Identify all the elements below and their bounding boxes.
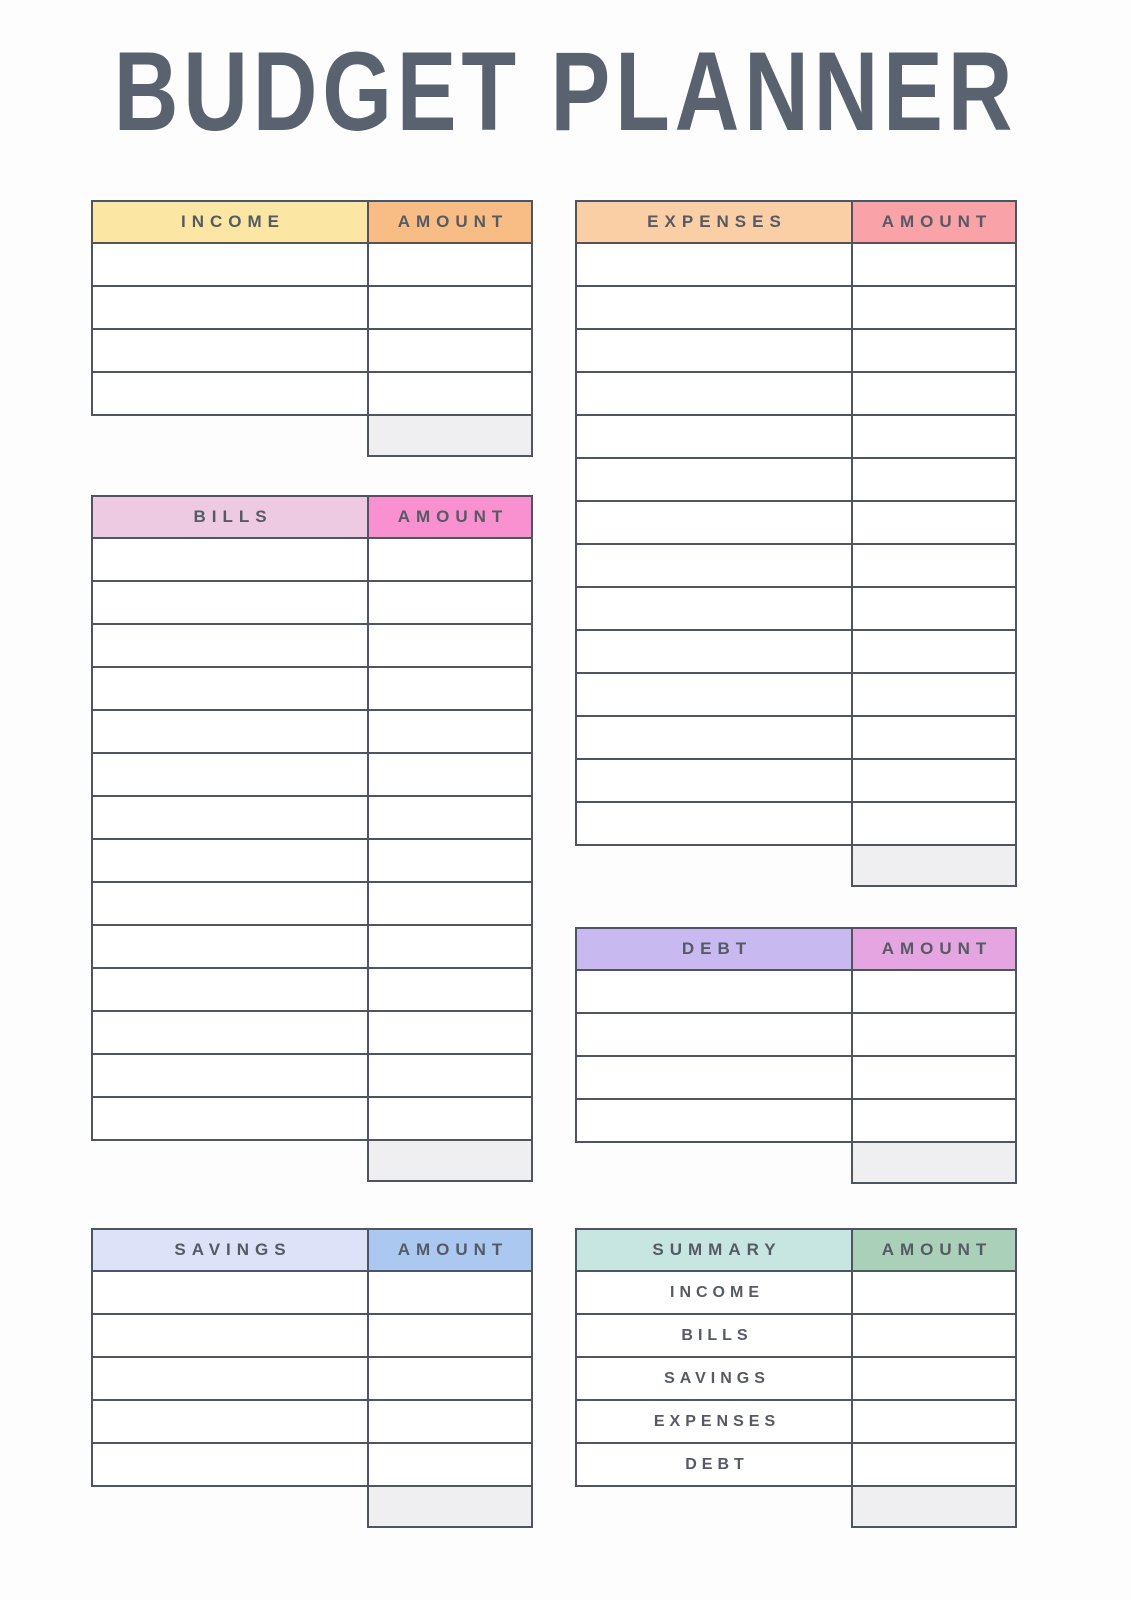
summary-row-label: EXPENSES (653, 1412, 781, 1430)
expenses-row (577, 631, 1015, 674)
expenses-amount-cell (853, 588, 1015, 629)
savings-amount-cell (369, 1272, 531, 1313)
summary-row (577, 1315, 1015, 1358)
summary-amount-cell (853, 1444, 1015, 1485)
bills-item-cell (93, 754, 369, 795)
expenses-row (577, 459, 1015, 502)
expenses-row (577, 674, 1015, 717)
expenses-amount-cell (853, 803, 1015, 844)
expenses-item-cell (577, 287, 853, 328)
bills-item-cell (93, 582, 369, 623)
savings-total-cell (367, 1485, 533, 1528)
bills-header-label: BILLS (193, 507, 273, 526)
expenses-item-cell (577, 674, 853, 715)
savings-amount-cell (369, 1401, 531, 1442)
expenses-amount-header-cell (853, 202, 1015, 242)
summary-total-cell (851, 1485, 1017, 1528)
income-header-cell (93, 202, 369, 242)
debt-amount-cell (853, 971, 1015, 1012)
bills-header-cell (93, 497, 369, 537)
bills-amount-cell (369, 668, 531, 709)
page-title: BUDGET PLANNER (113, 29, 1018, 154)
summary-amount-header-label: AMOUNT (881, 1240, 993, 1259)
expenses-total-row (575, 844, 1017, 887)
income-header-label: INCOME (181, 212, 285, 231)
expenses-item-cell (577, 803, 853, 844)
summary-total-row (575, 1485, 1017, 1528)
bills-item-cell (93, 625, 369, 666)
bills-amount-header-cell (369, 497, 531, 537)
savings-row (93, 1315, 531, 1358)
bills-row (93, 539, 531, 582)
expenses-amount-cell (853, 416, 1015, 457)
expenses-item-cell (577, 760, 853, 801)
expenses-row (577, 502, 1015, 545)
bills-item-cell (93, 668, 369, 709)
expenses-amount-cell (853, 717, 1015, 758)
expenses-amount-cell (853, 545, 1015, 586)
expenses-row (577, 244, 1015, 287)
summary-item-cell (577, 1358, 853, 1399)
income-item-cell (93, 287, 369, 328)
debt-total-row (575, 1141, 1017, 1184)
bills-row (93, 582, 531, 625)
expenses-amount-cell (853, 502, 1015, 543)
summary-amount-cell (853, 1272, 1015, 1313)
expenses-amount-header-label: AMOUNT (881, 212, 993, 231)
bills-total-row (91, 1139, 533, 1182)
debt-amount-header-label: AMOUNT (881, 939, 993, 958)
summary-amount-cell (853, 1358, 1015, 1399)
bills-row (93, 711, 531, 754)
income-amount-header-label: AMOUNT (397, 212, 509, 231)
bills-row (93, 1012, 531, 1055)
expenses-row (577, 717, 1015, 760)
expenses-item-cell (577, 373, 853, 414)
summary-item-cell (577, 1315, 853, 1356)
savings-item-cell (93, 1272, 369, 1313)
summary-header-label: SUMMARY (652, 1240, 782, 1259)
bills-row (93, 969, 531, 1012)
savings-row (93, 1401, 531, 1444)
debt-item-cell (577, 1014, 853, 1055)
savings-header-label: SAVINGS (174, 1240, 292, 1259)
bills-item-cell (93, 883, 369, 924)
summary-row-label: DEBT (685, 1455, 749, 1473)
summary-row (577, 1358, 1015, 1401)
expenses-amount-cell (853, 459, 1015, 500)
debt-item-cell (577, 1057, 853, 1098)
savings-row (93, 1272, 531, 1315)
expenses-amount-cell (853, 631, 1015, 672)
expenses-header-row (577, 202, 1015, 244)
bills-row (93, 754, 531, 797)
bills-amount-cell (369, 539, 531, 580)
bills-amount-cell (369, 1098, 531, 1139)
spacer (575, 887, 1017, 927)
expenses-item-cell (577, 459, 853, 500)
bills-item-cell (93, 969, 369, 1010)
bills-amount-cell (369, 625, 531, 666)
expenses-amount-cell (853, 330, 1015, 371)
summary-row-label: INCOME (670, 1283, 764, 1301)
bills-amount-cell (369, 840, 531, 881)
debt-header-row (577, 929, 1015, 971)
savings-total-row (91, 1485, 533, 1528)
bills-amount-cell (369, 1012, 531, 1053)
summary-row-label: SAVINGS (664, 1369, 770, 1387)
debt-row (577, 971, 1015, 1014)
bills-item-cell (93, 539, 369, 580)
income-total-row (91, 414, 533, 457)
debt-item-cell (577, 971, 853, 1012)
bills-table (91, 495, 533, 1182)
savings-header-row (93, 1230, 531, 1272)
expenses-row (577, 803, 1015, 844)
income-item-cell (93, 244, 369, 285)
expenses-header-label: EXPENSES (647, 212, 787, 231)
expenses-row (577, 416, 1015, 459)
summary-amount-cell (853, 1401, 1015, 1442)
expenses-header-cell (577, 202, 853, 242)
bills-item-cell (93, 1098, 369, 1139)
income-row (93, 373, 531, 414)
expenses-amount-cell (853, 373, 1015, 414)
income-amount-header-cell (369, 202, 531, 242)
summary-header-cell (577, 1230, 853, 1270)
spacer (575, 1184, 1017, 1228)
savings-header-cell (93, 1230, 369, 1270)
bills-row (93, 797, 531, 840)
bills-row (93, 883, 531, 926)
expenses-amount-cell (853, 287, 1015, 328)
left-column (91, 200, 533, 1528)
savings-amount-header-cell (369, 1230, 531, 1270)
bills-amount-cell (369, 926, 531, 967)
bills-total-cell (367, 1139, 533, 1182)
expenses-item-cell (577, 588, 853, 629)
income-row (93, 244, 531, 287)
debt-item-cell (577, 1100, 853, 1141)
bills-amount-cell (369, 883, 531, 924)
income-amount-cell (369, 373, 531, 414)
income-table (91, 200, 533, 457)
income-item-cell (93, 373, 369, 414)
debt-total-cell (851, 1141, 1017, 1184)
expenses-item-cell (577, 717, 853, 758)
bills-item-cell (93, 797, 369, 838)
summary-table (575, 1228, 1017, 1528)
bills-item-cell (93, 840, 369, 881)
bills-amount-header-label: AMOUNT (397, 507, 509, 526)
bills-item-cell (93, 711, 369, 752)
summary-amount-cell (853, 1315, 1015, 1356)
expenses-table (575, 200, 1017, 887)
bills-amount-cell (369, 711, 531, 752)
savings-row (93, 1358, 531, 1401)
bills-header-row (93, 497, 531, 539)
bills-row (93, 625, 531, 668)
expenses-row (577, 330, 1015, 373)
debt-row (577, 1057, 1015, 1100)
expenses-amount-cell (853, 674, 1015, 715)
income-row (93, 287, 531, 330)
expenses-total-cell (851, 844, 1017, 887)
debt-table (575, 927, 1017, 1184)
expenses-row (577, 287, 1015, 330)
income-total-cell (367, 414, 533, 457)
expenses-item-cell (577, 416, 853, 457)
summary-row-label: BILLS (681, 1326, 753, 1344)
spacer (91, 1182, 533, 1228)
right-column (575, 200, 1017, 1528)
savings-amount-cell (369, 1358, 531, 1399)
income-amount-cell (369, 287, 531, 328)
expenses-row (577, 760, 1015, 803)
debt-row (577, 1014, 1015, 1057)
bills-item-cell (93, 1055, 369, 1096)
expenses-item-cell (577, 545, 853, 586)
expenses-item-cell (577, 502, 853, 543)
bills-row (93, 1098, 531, 1139)
income-amount-cell (369, 330, 531, 371)
spacer (91, 457, 533, 495)
bills-row (93, 1055, 531, 1098)
bills-row (93, 926, 531, 969)
bills-amount-cell (369, 797, 531, 838)
table-columns (91, 200, 1017, 1528)
summary-item-cell (577, 1444, 853, 1485)
debt-amount-header-cell (853, 929, 1015, 969)
bills-amount-cell (369, 754, 531, 795)
debt-row (577, 1100, 1015, 1141)
income-item-cell (93, 330, 369, 371)
expenses-row (577, 588, 1015, 631)
expenses-item-cell (577, 244, 853, 285)
debt-amount-cell (853, 1100, 1015, 1141)
savings-row (93, 1444, 531, 1485)
savings-amount-cell (369, 1315, 531, 1356)
summary-amount-header-cell (853, 1230, 1015, 1270)
expenses-item-cell (577, 330, 853, 371)
savings-item-cell (93, 1444, 369, 1485)
summary-row (577, 1272, 1015, 1315)
savings-item-cell (93, 1358, 369, 1399)
bills-amount-cell (369, 969, 531, 1010)
summary-row (577, 1401, 1015, 1444)
debt-header-label: DEBT (681, 939, 753, 958)
expenses-row (577, 373, 1015, 416)
debt-amount-cell (853, 1057, 1015, 1098)
income-row (93, 330, 531, 373)
bills-amount-cell (369, 1055, 531, 1096)
savings-amount-cell (369, 1444, 531, 1485)
bills-amount-cell (369, 582, 531, 623)
expenses-row (577, 545, 1015, 588)
summary-item-cell (577, 1272, 853, 1313)
savings-amount-header-label: AMOUNT (397, 1240, 509, 1259)
income-header-row (93, 202, 531, 244)
debt-amount-cell (853, 1014, 1015, 1055)
bills-row (93, 668, 531, 711)
savings-table (91, 1228, 533, 1528)
summary-item-cell (577, 1401, 853, 1442)
summary-row (577, 1444, 1015, 1485)
bills-item-cell (93, 1012, 369, 1053)
savings-item-cell (93, 1401, 369, 1442)
summary-header-row (577, 1230, 1015, 1272)
income-amount-cell (369, 244, 531, 285)
savings-item-cell (93, 1315, 369, 1356)
expenses-amount-cell (853, 760, 1015, 801)
debt-header-cell (577, 929, 853, 969)
expenses-item-cell (577, 631, 853, 672)
expenses-amount-cell (853, 244, 1015, 285)
bills-row (93, 840, 531, 883)
bills-item-cell (93, 926, 369, 967)
